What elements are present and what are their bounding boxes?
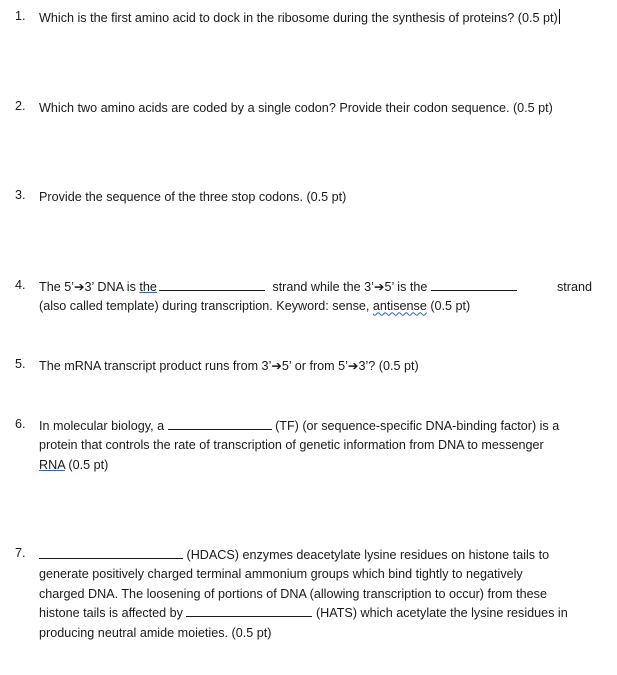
question-text[interactable]: Which is the first amino acid to dock in the ribosome during the synthesis of proteins? (0.5 pt) xyxy=(39,11,558,25)
question-text[interactable]: Which two amino acids are coded by a single codon? Provide their codon sequence. (0.5 pt) xyxy=(39,101,553,115)
text-segment: The 5’➔3’ DNA is xyxy=(39,280,140,294)
text-segment: (HDACS) enzymes deacetylate lysine residues on histone tails to xyxy=(186,548,550,562)
question-text[interactable]: Provide the sequence of the three stop codons. (0.5 pt) xyxy=(39,190,347,204)
question-number: 7. xyxy=(15,546,26,560)
text-segment: (also called template) during transcription. Keyword: sense, xyxy=(39,299,373,314)
text-segment-underlined: RNA xyxy=(39,457,65,472)
answer-blank[interactable] xyxy=(431,278,517,291)
question-number: 1. xyxy=(15,9,26,23)
text-segment: (HATS) which acetylate the lysine residues in xyxy=(315,606,568,621)
question-number: 3. xyxy=(15,188,26,202)
text-segment: (0.5 pt) xyxy=(430,299,471,314)
answer-blank[interactable] xyxy=(186,604,312,617)
text-segment: strand while the 3’➔5’ is the xyxy=(272,280,428,294)
question-number: 6. xyxy=(15,417,26,431)
answer-blank[interactable] xyxy=(159,278,265,291)
text-segment: generate positively charged terminal ammonium groups which bind tightly to negatively xyxy=(39,567,523,582)
text-cursor xyxy=(559,9,560,24)
text-segment: (0.5 pt) xyxy=(68,457,109,472)
text-segment: strand xyxy=(556,280,592,294)
text-segment: protein that controls the rate of transcription of genetic information from DNA to messenger xyxy=(39,438,544,453)
text-segment: charged DNA. The loosening of portions of DNA (allowing transcription to occur) from these xyxy=(39,586,547,601)
question-text[interactable] xyxy=(39,278,609,317)
text-segment: In molecular biology, a xyxy=(39,419,165,433)
question-number: 2. xyxy=(15,99,26,113)
answer-blank[interactable] xyxy=(168,417,272,430)
text-segment: (TF) (or sequence-specific DNA-binding factor) is a xyxy=(275,419,560,433)
text-segment-underlined: antisense xyxy=(372,299,427,314)
text-segment: producing neutral amide moieties. (0.5 pt) xyxy=(39,625,272,640)
text-segment-underlined: the xyxy=(139,280,157,294)
answer-blank[interactable] xyxy=(39,546,183,559)
question-number: 4. xyxy=(15,278,26,292)
question-text[interactable] xyxy=(39,417,609,475)
question-number: 5. xyxy=(15,357,26,371)
question-text[interactable] xyxy=(39,546,609,643)
question-text[interactable]: The mRNA transcript product runs from 3’➔5’ or from 5’➔3’? (0.5 pt) xyxy=(39,359,419,373)
text-segment: histone tails is affected by xyxy=(39,606,183,621)
